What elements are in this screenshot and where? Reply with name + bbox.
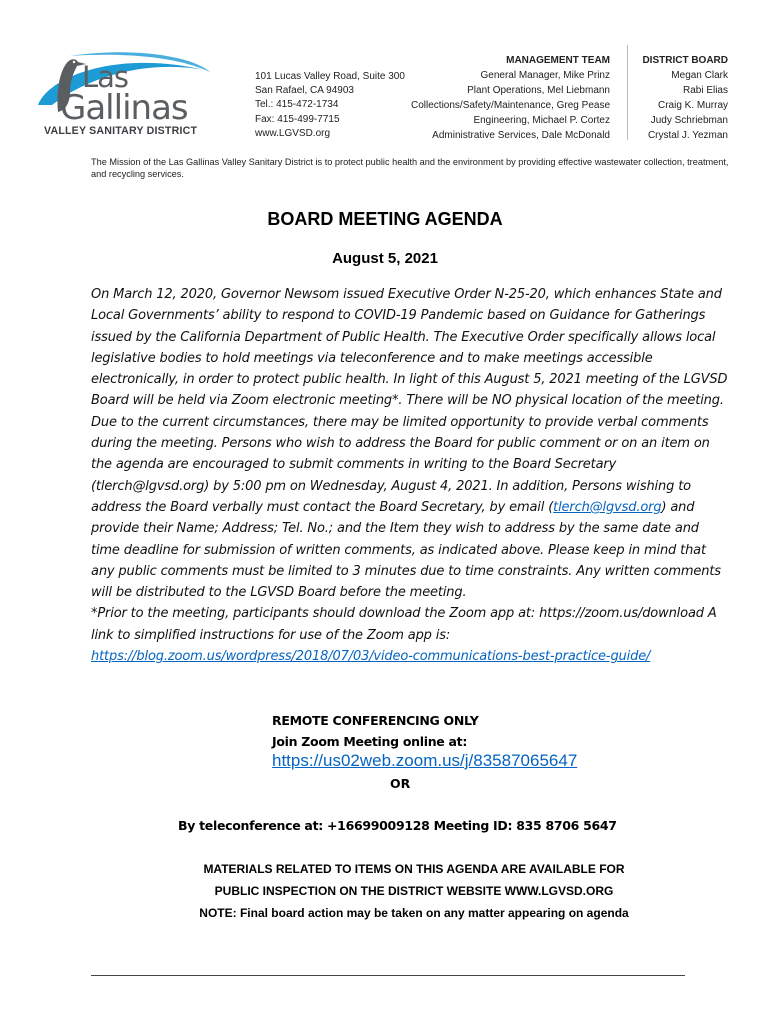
- zoom-download-note: *Prior to the meeting, participants should download the Zoom app at: https://zoom.us/download A link to simplified instructions for use of the Zoom app is:: [91, 606, 717, 643]
- header-divider: [627, 45, 628, 140]
- agenda-date: August 5, 2021: [332, 250, 438, 267]
- management-member: Plant Operations, Mel Liebmann: [467, 85, 610, 96]
- board-member: Rabi Elias: [682, 85, 728, 96]
- mission-statement: The Mission of the Las Gallinas Valley Sanitary District is to protect public health and the environment by providing effective wastewater collection, treatment, and recycling services.: [91, 157, 729, 179]
- board-member: Craig K. Murray: [657, 100, 728, 111]
- footer-rule: [91, 975, 685, 976]
- or-separator: OR: [390, 776, 411, 791]
- management-member: Engineering, Michael P. Cortez: [473, 115, 610, 126]
- website-link[interactable]: www.LGVSD.org: [255, 127, 331, 139]
- management-member: Collections/Safety/Maintenance, Greg Pease: [411, 100, 610, 111]
- logo-word-gallinas: Gallinas: [60, 88, 188, 128]
- zoom-meeting-link[interactable]: https://us02web.zoom.us/j/83587065647: [272, 751, 578, 770]
- district-board: [642, 53, 728, 143]
- agenda-body: [91, 284, 731, 667]
- fax-line: Fax: 415-499-7715: [255, 113, 340, 125]
- district-address: [255, 70, 405, 141]
- materials-line: MATERIALS RELATED TO ITEMS ON THIS AGENDA ARE AVAILABLE FOR: [203, 862, 625, 876]
- materials-line: PUBLIC INSPECTION ON THE DISTRICT WEBSITE WWW.LGVSD.ORG: [214, 884, 614, 898]
- body-paragraph: On March 12, 2020, Governor Newsom issued Executive Order N-25-20, which enhances State and Local Governments’ ability to respond to COVID-19 Pandemic based on Guidance for Gatherings issued by the California Department of Public Health. The Executive Order specifically allows local legislative bodies to hold meetings via teleconference and to make meetings accessible electronically, in order to protect public health. In light of this August 5, 2021 meeting of the LGVSD Board will be held via Zoom electronic meeting*. There will be NO physical location of the meeting. Due to the current circumstances, there may be limited opportunity to provide verbal comments during the meeting. Persons who wish to address the Board for public comment or on an item on the agenda are encouraged to submit comments in writing to the Board Secretary (tlerch@lgvsd.org) by 5:00 pm on Wednesday, August 4, 2021. In addition, Persons wishing to address the Board verbally must contact the Board Secretary, by email (: [91, 287, 728, 515]
- address-line: San Rafael, CA 94903: [255, 85, 354, 97]
- management-member: General Manager, Mike Prinz: [480, 70, 610, 81]
- materials-notice: [0, 858, 770, 924]
- final-action-note: NOTE: Final board action may be taken on any matter appearing on agenda: [199, 906, 629, 920]
- teleconference-info: By teleconference at: +16699009128 Meeting ID: 835 8706 5647: [178, 818, 617, 833]
- join-label: Join Zoom Meeting online at:: [272, 734, 468, 749]
- agenda-title: BOARD MEETING AGENDA: [267, 209, 503, 229]
- district-logo: [30, 50, 215, 140]
- board-member: Crystal J. Yezman: [647, 130, 728, 141]
- board-member: Judy Schriebman: [650, 115, 728, 126]
- management-team: [411, 53, 610, 143]
- remote-conferencing: [272, 710, 478, 752]
- board-heading: DISTRICT BOARD: [642, 55, 728, 66]
- zoom-guide-link[interactable]: https://blog.zoom.us/wordpress/2018/07/03/video-communications-best-practice-guide/: [91, 649, 651, 665]
- board-member: Megan Clark: [671, 70, 728, 81]
- remote-heading: REMOTE CONFERENCING ONLY: [272, 713, 479, 728]
- logo-word-las: Las: [82, 60, 129, 94]
- body-paragraph-end: ) and provide their Name; Address; Tel. No.; and the Item they wish to address by the same date and time deadline for submission of written comments, as indicated above. Please keep in mind that any public comments must be limited to 3 minutes due to time constraints. Any written comments will be distributed to the LGVSD Board before the meeting.: [91, 499, 721, 601]
- email-link[interactable]: tlerch@lgvsd.org: [553, 499, 662, 515]
- management-member: Administrative Services, Dale McDonald: [432, 130, 610, 141]
- logo-subtitle: VALLEY SANITARY DISTRICT: [44, 125, 198, 137]
- address-line: 101 Lucas Valley Road, Suite 300: [255, 71, 405, 82]
- phone-line: Tel.: 415-472-1734: [255, 99, 339, 111]
- management-heading: MANAGEMENT TEAM: [506, 55, 610, 66]
